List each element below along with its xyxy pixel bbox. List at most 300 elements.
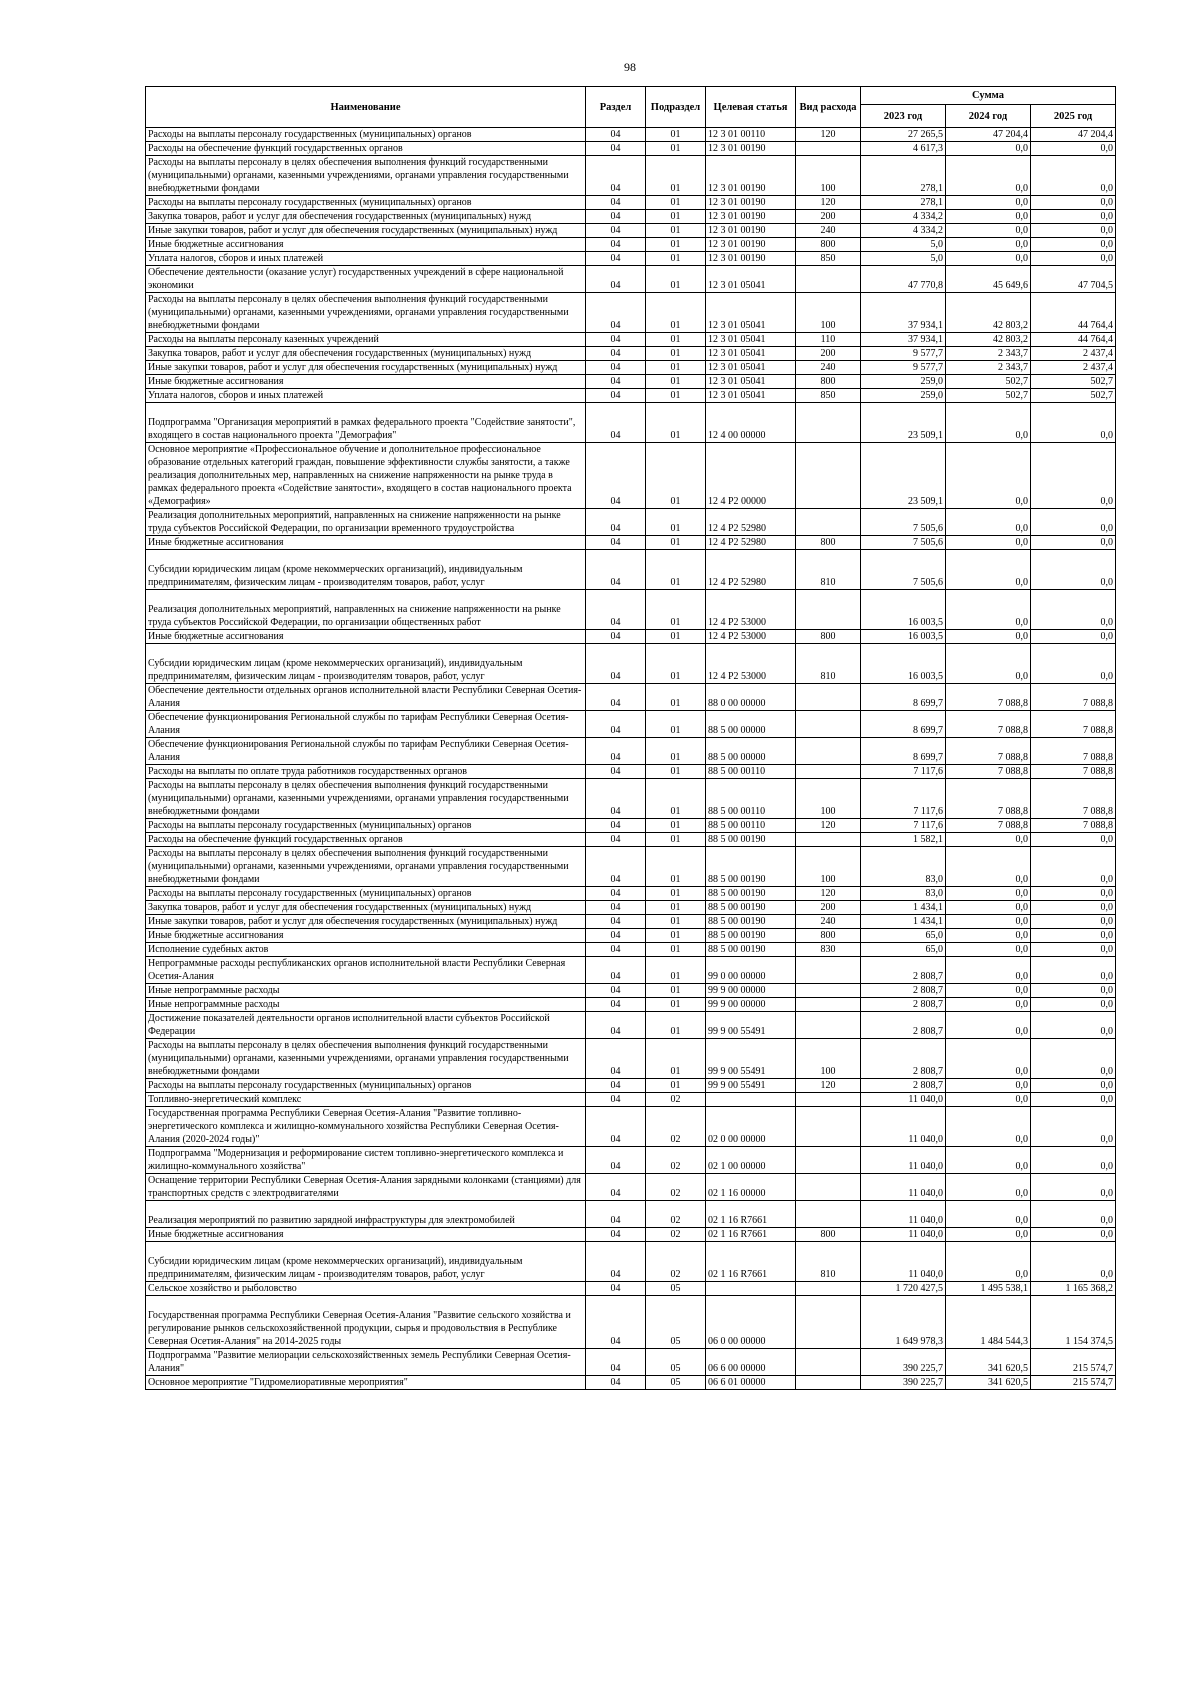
row-sum-2024-cell: 0,0 [946,443,1031,509]
row-subsection-cell: 01 [646,375,706,389]
row-section-cell: 04 [586,1147,646,1174]
header-year-2024: 2024 год [946,105,1031,128]
row-sum-2023-cell: 5,0 [861,252,946,266]
row-target-article-cell: 88 5 00 00110 [706,765,796,779]
row-sum-2024-cell: 0,0 [946,403,1031,443]
table-row [146,1376,1116,1390]
row-sum-2023-cell: 278,1 [861,156,946,196]
row-sum-2023-cell: 4 617,3 [861,142,946,156]
row-sum-2024-cell: 0,0 [946,224,1031,238]
table-row [146,1107,1116,1147]
row-subsection-cell: 05 [646,1349,706,1376]
row-target-article-cell: 88 5 00 00110 [706,779,796,819]
row-expense-type-cell: 120 [796,887,861,901]
row-sum-2025-cell: 215 574,7 [1031,1376,1116,1390]
row-expense-type-cell: 800 [796,929,861,943]
row-sum-2025-cell: 44 764,4 [1031,293,1116,333]
row-name-cell: Реализация дополнительных мероприятий, направленных на снижение напряженности на рынке труда субъектов Российской Федерации, по организации общественных работ [146,590,586,630]
table-row [146,590,1116,630]
row-expense-type-cell [796,1282,861,1296]
row-sum-2024-cell: 7 088,8 [946,738,1031,765]
row-name-cell: Государственная программа Республики Северная Осетия-Алания "Развитие топливно-энергетического комплекса и жилищно-коммунального хозяйства Республики Северная Осетия-Алания (2020-2024 годы)" [146,1107,586,1147]
row-expense-type-cell: 120 [796,819,861,833]
row-name-cell: Субсидии юридическим лицам (кроме некоммерческих организаций), индивидуальным предпринимателям, физическим лицам - производителям товаров, работ, услуг [146,550,586,590]
row-target-article-cell: 12 3 01 00190 [706,224,796,238]
row-sum-2025-cell: 0,0 [1031,536,1116,550]
row-target-article-cell: 12 3 01 00110 [706,128,796,142]
row-target-article-cell: 06 6 01 00000 [706,1376,796,1390]
table-row [146,738,1116,765]
row-sum-2023-cell: 11 040,0 [861,1201,946,1228]
row-target-article-cell: 02 1 16 R7661 [706,1201,796,1228]
row-target-article-cell: 06 6 00 00000 [706,1349,796,1376]
row-name-cell: Иные бюджетные ассигнования [146,536,586,550]
row-sum-2025-cell: 0,0 [1031,1228,1116,1242]
row-sum-2024-cell: 0,0 [946,644,1031,684]
row-section-cell: 04 [586,210,646,224]
row-subsection-cell: 02 [646,1093,706,1107]
row-sum-2023-cell: 7 117,6 [861,819,946,833]
row-section-cell: 04 [586,375,646,389]
row-sum-2025-cell: 0,0 [1031,1242,1116,1282]
row-section-cell: 04 [586,238,646,252]
table-row [146,998,1116,1012]
row-sum-2023-cell: 11 040,0 [861,1174,946,1201]
row-target-article-cell: 12 4 P2 52980 [706,536,796,550]
row-sum-2023-cell: 390 225,7 [861,1376,946,1390]
row-name-cell: Расходы на выплаты персоналу государственных (муниципальных) органов [146,196,586,210]
row-name-cell: Расходы на выплаты персоналу государственных (муниципальных) органов [146,128,586,142]
row-name-cell: Уплата налогов, сборов и иных платежей [146,389,586,403]
row-sum-2025-cell: 7 088,8 [1031,819,1116,833]
row-subsection-cell: 01 [646,210,706,224]
table-row [146,403,1116,443]
row-section-cell: 04 [586,684,646,711]
row-section-cell: 04 [586,361,646,375]
row-section-cell: 04 [586,765,646,779]
row-sum-2024-cell: 0,0 [946,156,1031,196]
row-sum-2023-cell: 9 577,7 [861,347,946,361]
row-name-cell: Иные бюджетные ассигнования [146,630,586,644]
table-row [146,1174,1116,1201]
row-target-article-cell: 88 5 00 00190 [706,915,796,929]
table-row [146,142,1116,156]
row-sum-2025-cell: 0,0 [1031,1093,1116,1107]
row-target-article-cell: 12 3 01 05041 [706,333,796,347]
row-sum-2024-cell: 0,0 [946,901,1031,915]
row-subsection-cell: 01 [646,765,706,779]
row-sum-2025-cell: 0,0 [1031,142,1116,156]
row-section-cell: 04 [586,738,646,765]
row-subsection-cell: 02 [646,1242,706,1282]
row-subsection-cell: 01 [646,361,706,375]
table-row [146,1349,1116,1376]
row-sum-2025-cell: 7 088,8 [1031,684,1116,711]
row-target-article-cell: 12 4 P2 52980 [706,550,796,590]
row-subsection-cell: 01 [646,901,706,915]
row-sum-2025-cell: 1 165 368,2 [1031,1282,1116,1296]
row-sum-2025-cell: 0,0 [1031,1079,1116,1093]
row-sum-2023-cell: 47 770,8 [861,266,946,293]
row-target-article-cell: 12 3 01 05041 [706,389,796,403]
row-section-cell: 04 [586,443,646,509]
row-target-article-cell: 12 3 01 00190 [706,252,796,266]
row-sum-2024-cell: 0,0 [946,998,1031,1012]
table-row [146,1282,1116,1296]
row-sum-2023-cell: 16 003,5 [861,644,946,684]
row-target-article-cell: 02 1 16 00000 [706,1174,796,1201]
row-subsection-cell: 01 [646,630,706,644]
row-sum-2024-cell: 1 484 544,3 [946,1296,1031,1349]
row-name-cell: Реализация дополнительных мероприятий, направленных на снижение напряженности на рынке труда субъектов Российской Федерации, по организации временного трудоустройства [146,509,586,536]
row-section-cell: 04 [586,509,646,536]
row-section-cell: 04 [586,266,646,293]
row-subsection-cell: 01 [646,536,706,550]
row-sum-2025-cell: 215 574,7 [1031,1349,1116,1376]
table-row [146,443,1116,509]
row-expense-type-cell: 100 [796,779,861,819]
row-sum-2024-cell: 0,0 [946,142,1031,156]
row-section-cell: 04 [586,833,646,847]
row-target-article-cell: 12 3 01 00190 [706,142,796,156]
row-sum-2024-cell: 0,0 [946,833,1031,847]
row-sum-2023-cell: 37 934,1 [861,293,946,333]
page-number: 98 [624,60,636,74]
row-expense-type-cell [796,738,861,765]
row-target-article-cell: 12 4 P2 53000 [706,590,796,630]
row-section-cell: 04 [586,779,646,819]
row-name-cell: Субсидии юридическим лицам (кроме некоммерческих организаций), индивидуальным предпринимателям, физическим лицам - производителям товаров, работ, услуг [146,1242,586,1282]
row-name-cell: Обеспечение деятельности (оказание услуг) государственных учреждений в сфере национальной экономики [146,266,586,293]
row-subsection-cell: 01 [646,128,706,142]
row-name-cell: Иные непрограммные расходы [146,984,586,998]
table-row [146,684,1116,711]
table-row [146,1201,1116,1228]
row-section-cell: 04 [586,1242,646,1282]
row-sum-2025-cell: 0,0 [1031,590,1116,630]
row-expense-type-cell: 100 [796,156,861,196]
row-sum-2024-cell: 0,0 [946,1147,1031,1174]
row-sum-2023-cell: 11 040,0 [861,1228,946,1242]
row-sum-2023-cell: 23 509,1 [861,403,946,443]
row-section-cell: 04 [586,915,646,929]
row-sum-2024-cell: 7 088,8 [946,684,1031,711]
row-sum-2024-cell: 2 343,7 [946,347,1031,361]
row-section-cell: 04 [586,403,646,443]
row-expense-type-cell: 810 [796,644,861,684]
table-row [146,1228,1116,1242]
row-sum-2025-cell: 7 088,8 [1031,779,1116,819]
row-target-article-cell: 12 3 01 00190 [706,238,796,252]
row-section-cell: 04 [586,128,646,142]
row-target-article-cell: 12 3 01 00190 [706,156,796,196]
row-sum-2025-cell: 0,0 [1031,196,1116,210]
row-sum-2024-cell: 0,0 [946,630,1031,644]
row-subsection-cell: 01 [646,196,706,210]
row-expense-type-cell: 800 [796,630,861,644]
row-sum-2023-cell: 7 505,6 [861,509,946,536]
row-sum-2025-cell: 44 764,4 [1031,333,1116,347]
row-name-cell: Расходы на обеспечение функций государственных органов [146,142,586,156]
row-name-cell: Обеспечение деятельности отдельных органов исполнительной власти Республики Северная Осетия-Алания [146,684,586,711]
row-expense-type-cell: 240 [796,361,861,375]
row-subsection-cell: 01 [646,403,706,443]
row-sum-2024-cell: 1 495 538,1 [946,1282,1031,1296]
row-sum-2024-cell: 0,0 [946,1201,1031,1228]
row-sum-2025-cell: 1 154 374,5 [1031,1296,1116,1349]
row-sum-2025-cell: 0,0 [1031,1012,1116,1039]
row-subsection-cell: 01 [646,684,706,711]
row-sum-2023-cell: 8 699,7 [861,738,946,765]
row-sum-2025-cell: 0,0 [1031,156,1116,196]
row-section-cell: 04 [586,1201,646,1228]
row-subsection-cell: 01 [646,984,706,998]
row-section-cell: 04 [586,847,646,887]
row-sum-2025-cell: 0,0 [1031,887,1116,901]
row-sum-2025-cell: 7 088,8 [1031,738,1116,765]
row-sum-2023-cell: 16 003,5 [861,630,946,644]
row-sum-2023-cell: 2 808,7 [861,957,946,984]
row-name-cell: Подпрограмма "Модернизация и реформирование систем топливно-энергетического комплекса и жилищно-коммунального хозяйства" [146,1147,586,1174]
row-target-article-cell: 12 4 00 00000 [706,403,796,443]
row-section-cell: 04 [586,644,646,684]
row-expense-type-cell: 800 [796,238,861,252]
row-sum-2025-cell: 0,0 [1031,1039,1116,1079]
row-sum-2025-cell: 47 704,5 [1031,266,1116,293]
row-section-cell: 04 [586,252,646,266]
row-subsection-cell: 02 [646,1174,706,1201]
row-name-cell: Основное мероприятие "Гидромелиоративные мероприятия" [146,1376,586,1390]
row-sum-2025-cell: 0,0 [1031,1147,1116,1174]
row-sum-2025-cell: 0,0 [1031,984,1116,998]
row-name-cell: Государственная программа Республики Северная Осетия-Алания "Развитие сельского хозяйства и регулирование рынков сельскохозяйственной продукции, сырья и продовольствия в Республике Северная Осетия-Алания" на 2014-2025 годы [146,1296,586,1349]
row-subsection-cell: 01 [646,156,706,196]
row-target-article-cell: 12 4 P2 53000 [706,644,796,684]
table-row [146,1093,1116,1107]
row-target-article-cell: 12 4 P2 52980 [706,509,796,536]
row-sum-2024-cell: 2 343,7 [946,361,1031,375]
row-target-article-cell: 99 0 00 00000 [706,957,796,984]
table-row [146,361,1116,375]
table-row [146,1147,1116,1174]
row-expense-type-cell: 800 [796,536,861,550]
row-sum-2024-cell: 0,0 [946,210,1031,224]
row-sum-2023-cell: 9 577,7 [861,361,946,375]
table-row [146,779,1116,819]
row-sum-2023-cell: 278,1 [861,196,946,210]
row-section-cell: 04 [586,293,646,333]
row-expense-type-cell [796,590,861,630]
row-sum-2023-cell: 1 434,1 [861,915,946,929]
row-section-cell: 04 [586,711,646,738]
row-subsection-cell: 01 [646,266,706,293]
row-sum-2025-cell: 0,0 [1031,901,1116,915]
row-target-article-cell: 12 4 P2 53000 [706,630,796,644]
row-sum-2024-cell: 502,7 [946,389,1031,403]
row-name-cell: Расходы на выплаты персоналу государственных (муниципальных) органов [146,1079,586,1093]
row-name-cell: Исполнение судебных актов [146,943,586,957]
row-target-article-cell: 02 0 00 00000 [706,1107,796,1147]
row-subsection-cell: 01 [646,252,706,266]
row-sum-2024-cell: 0,0 [946,1242,1031,1282]
row-section-cell: 04 [586,224,646,238]
row-target-article-cell: 99 9 00 00000 [706,998,796,1012]
row-subsection-cell: 01 [646,293,706,333]
row-subsection-cell: 01 [646,644,706,684]
row-sum-2024-cell: 0,0 [946,550,1031,590]
budget-table [145,86,1116,1390]
row-target-article-cell: 88 5 00 00000 [706,738,796,765]
row-sum-2023-cell: 37 934,1 [861,333,946,347]
table-row [146,1012,1116,1039]
row-target-article-cell: 12 3 01 05041 [706,266,796,293]
row-target-article-cell [706,1282,796,1296]
row-name-cell: Расходы на выплаты персоналу государственных (муниципальных) органов [146,887,586,901]
row-name-cell: Обеспечение функционирования Региональной службы по тарифам Республики Северная Осетия-Алания [146,711,586,738]
row-target-article-cell: 12 3 01 00190 [706,196,796,210]
table-row [146,347,1116,361]
row-section-cell: 04 [586,590,646,630]
row-target-article-cell: 88 5 00 00190 [706,901,796,915]
row-name-cell: Расходы на выплаты персоналу в целях обеспечения выполнения функций государственными (муниципальными) органами, казенными учреждениями, органами управления государственными внебюджетными фондами [146,847,586,887]
row-target-article-cell: 99 9 00 55491 [706,1012,796,1039]
row-sum-2023-cell: 83,0 [861,847,946,887]
row-sum-2024-cell: 502,7 [946,375,1031,389]
row-name-cell: Обеспечение функционирования Региональной службы по тарифам Республики Северная Осетия-Алания [146,738,586,765]
row-sum-2024-cell: 0,0 [946,887,1031,901]
table-row [146,901,1116,915]
header-sum: Сумма [861,87,1116,105]
row-sum-2025-cell: 0,0 [1031,1201,1116,1228]
row-subsection-cell: 01 [646,819,706,833]
row-subsection-cell: 01 [646,509,706,536]
row-name-cell: Закупка товаров, работ и услуг для обеспечения государственных (муниципальных) нужд [146,210,586,224]
row-name-cell: Уплата налогов, сборов и иных платежей [146,252,586,266]
row-name-cell: Иные бюджетные ассигнования [146,1228,586,1242]
row-section-cell: 04 [586,536,646,550]
row-target-article-cell: 12 3 01 05041 [706,361,796,375]
row-sum-2025-cell: 0,0 [1031,210,1116,224]
row-sum-2023-cell: 83,0 [861,887,946,901]
row-name-cell: Субсидии юридическим лицам (кроме некоммерческих организаций), индивидуальным предпринимателям, физическим лицам - производителям товаров, работ, услуг [146,644,586,684]
row-sum-2024-cell: 0,0 [946,238,1031,252]
header-name: Наименование [146,87,586,128]
row-section-cell: 04 [586,196,646,210]
row-expense-type-cell [796,142,861,156]
row-target-article-cell: 12 3 01 05041 [706,347,796,361]
row-sum-2025-cell: 7 088,8 [1031,765,1116,779]
row-sum-2024-cell: 0,0 [946,196,1031,210]
table-row [146,238,1116,252]
row-section-cell: 04 [586,819,646,833]
row-sum-2024-cell: 45 649,6 [946,266,1031,293]
row-name-cell: Расходы на обеспечение функций государственных органов [146,833,586,847]
row-sum-2025-cell: 0,0 [1031,252,1116,266]
row-subsection-cell: 01 [646,711,706,738]
row-sum-2023-cell: 11 040,0 [861,1242,946,1282]
row-section-cell: 04 [586,929,646,943]
row-expense-type-cell: 800 [796,375,861,389]
table-row [146,915,1116,929]
row-expense-type-cell: 200 [796,901,861,915]
row-expense-type-cell: 110 [796,333,861,347]
row-subsection-cell: 05 [646,1296,706,1349]
table-row [146,389,1116,403]
table-row [146,509,1116,536]
row-name-cell: Реализация мероприятий по развитию зарядной инфраструктуры для электромобилей [146,1201,586,1228]
row-expense-type-cell [796,1349,861,1376]
row-sum-2025-cell: 47 204,4 [1031,128,1116,142]
row-section-cell: 04 [586,1349,646,1376]
row-sum-2023-cell: 11 040,0 [861,1107,946,1147]
row-sum-2025-cell: 0,0 [1031,998,1116,1012]
row-target-article-cell: 88 5 00 00190 [706,833,796,847]
row-name-cell: Расходы на выплаты персоналу казенных учреждений [146,333,586,347]
table-row [146,210,1116,224]
table-row [146,536,1116,550]
row-subsection-cell: 01 [646,929,706,943]
row-name-cell: Расходы на выплаты персоналу в целях обеспечения выполнения функций государственными (муниципальными) органами, казенными учреждениями, органами управления государственными внебюджетными фондами [146,156,586,196]
row-expense-type-cell: 810 [796,550,861,590]
row-expense-type-cell: 200 [796,210,861,224]
row-name-cell: Расходы на выплаты по оплате труда работников государственных органов [146,765,586,779]
row-sum-2024-cell: 0,0 [946,1079,1031,1093]
table-body [146,128,1116,1390]
row-sum-2025-cell: 0,0 [1031,915,1116,929]
row-target-article-cell: 99 9 00 55491 [706,1079,796,1093]
table-row [146,833,1116,847]
header-target-article: Целевая статья [706,87,796,128]
row-sum-2025-cell: 2 437,4 [1031,361,1116,375]
row-sum-2025-cell: 0,0 [1031,1174,1116,1201]
row-expense-type-cell: 850 [796,389,861,403]
row-sum-2025-cell: 0,0 [1031,847,1116,887]
row-sum-2023-cell: 1 582,1 [861,833,946,847]
row-sum-2024-cell: 7 088,8 [946,711,1031,738]
row-sum-2025-cell: 0,0 [1031,957,1116,984]
row-expense-type-cell [796,984,861,998]
row-name-cell: Сельское хозяйство и рыболовство [146,1282,586,1296]
table-row [146,887,1116,901]
row-name-cell: Оснащение территории Республики Северная Осетия-Алания зарядными колонками (станциями) для транспортных средств с электродвигателями [146,1174,586,1201]
row-expense-type-cell [796,765,861,779]
row-expense-type-cell [796,1107,861,1147]
table-row [146,252,1116,266]
row-sum-2023-cell: 27 265,5 [861,128,946,142]
row-section-cell: 04 [586,1228,646,1242]
row-name-cell: Достижение показателей деятельности органов исполнительной власти субъектов Российской Федерации [146,1012,586,1039]
table-row [146,375,1116,389]
row-target-article-cell: 12 3 01 00190 [706,210,796,224]
row-expense-type-cell [796,1174,861,1201]
row-sum-2024-cell: 7 088,8 [946,819,1031,833]
row-subsection-cell: 05 [646,1282,706,1296]
row-expense-type-cell: 830 [796,943,861,957]
row-name-cell: Непрограммные расходы республиканских органов исполнительной власти Республики Северная Осетия-Алания [146,957,586,984]
row-name-cell: Расходы на выплаты персоналу в целях обеспечения выполнения функций государственными (муниципальными) органами, казенными учреждениями, органами управления государственными внебюджетными фондами [146,1039,586,1079]
row-sum-2023-cell: 11 040,0 [861,1093,946,1107]
table-row [146,266,1116,293]
row-name-cell: Иные закупки товаров, работ и услуг для обеспечения государственных (муниципальных) нужд [146,224,586,238]
row-sum-2025-cell: 0,0 [1031,1107,1116,1147]
row-section-cell: 04 [586,957,646,984]
row-subsection-cell: 01 [646,833,706,847]
row-subsection-cell: 01 [646,1079,706,1093]
row-target-article-cell: 88 5 00 00190 [706,887,796,901]
row-section-cell: 04 [586,1174,646,1201]
row-sum-2023-cell: 7 505,6 [861,550,946,590]
header-expense-type: Вид расхода [796,87,861,128]
